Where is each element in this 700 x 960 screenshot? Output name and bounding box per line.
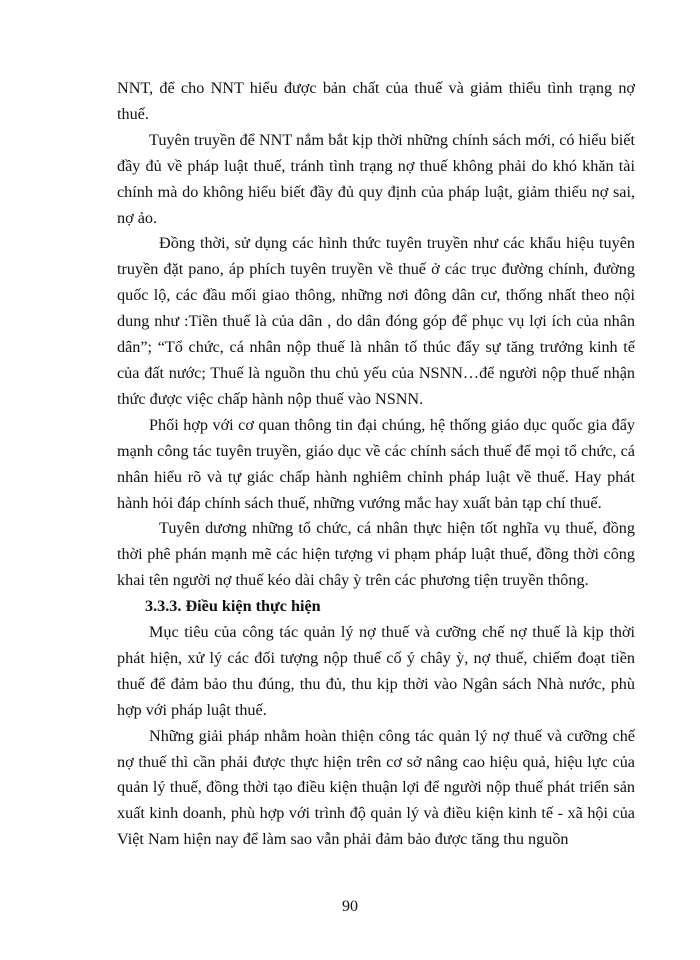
section-heading: 3.3.3. Điều kiện thực hiện xyxy=(145,597,321,616)
paragraph-dong-thoi: Đồng thời, sử dụng các hình thức tuyên truyền như các khẩu hiệu tuyên truyền đặt pano, áp phích tuyên truyền về thuế ở các trục đường chính, đường quốc lộ, các đầu mối giao thông, những nơi đông dân cư, thống nhất theo nội dung như :Tiền thuế là của dân , do dân đóng góp để phục vụ lợi ích của nhân dân”; “Tổ chức, cá nhân nộp thuế là nhân tố thúc đẩy sự tăng trưởng kinh tế của đất nước; Thuế là nguồn thu chủ yếu của NSNN…để người nộp thuế nhận thức được việc chấp hành nộp thuế vào NSNN. xyxy=(117,234,635,408)
paragraph-muc-tieu: Mục tiêu của công tác quản lý nợ thuế và cưỡng chế nợ thuế là kịp thời phát hiện, xử lý các đối tượng nộp thuế cố ý chây ỳ, nợ thuế, chiếm đoạt tiền thuế để đảm bảo thu đúng, thu đủ, thu kịp thời vào Ngân sách Nhà nước, phù hợp với pháp luật thuế. xyxy=(117,623,635,719)
paragraph-tuyen-duong: Tuyên dương những tổ chức, cá nhân thực hiện tốt nghĩa vụ thuế, đồng thời phê phán mạnh mẽ các hiện tượng vi phạm pháp luật thuế, đồng thời công khai tên người nợ thuế kéo dài chây ỳ trên các phương tiện truyền thông. xyxy=(117,519,635,590)
paragraph-nhung-giai-phap: Những giải pháp nhằm hoàn thiện công tác quản lý nợ thuế và cưỡng chế nợ thuế thì cần phải được thực hiện trên cơ sở nâng cao hiệu quả, hiệu lực của quản lý thuế, đồng thời tạo điều kiện thuận lợi để người nộp thuế phát triển sản xuất kinh doanh, phù hợp với trình độ quản lý và điều kiện kinh tế - xã hội của Việt Nam hiện nay để làm sao vẫn phải đảm bảo được tăng thu nguồn xyxy=(117,726,635,849)
paragraph-tuyen-truyen: Tuyên truyền để NNT nắm bắt kịp thời những chính sách mới, có hiểu biết đầy đủ về pháp luật thuế, tránh tình trạng nợ thuế không phải do khó khăn tài chính mà do không hiểu biết đầy đủ quy định của pháp luật, giảm thiểu nợ sai, nợ ảo. xyxy=(117,130,635,227)
page-number: 90 xyxy=(342,898,358,915)
paragraph-continuation: NNT, để cho NNT hiểu được bản chất của thuế và giảm thiểu tình trạng nợ thuế. xyxy=(117,79,635,123)
paragraph-phoi-hop: Phối hợp với cơ quan thông tin đại chúng, hệ thống giáo dục quốc gia đẩy mạnh công tác tuyên truyền, giáo dục về các chính sách thuế để mọi tổ chức, cá nhân hiểu rõ và tự giác chấp hành nghiêm chỉnh pháp luật về thuế. Hay phát hành hỏi đáp chính sách thuế, những vướng mắc hay xuất bản tạp chí thuế. xyxy=(117,415,635,512)
page-body xyxy=(117,76,635,853)
